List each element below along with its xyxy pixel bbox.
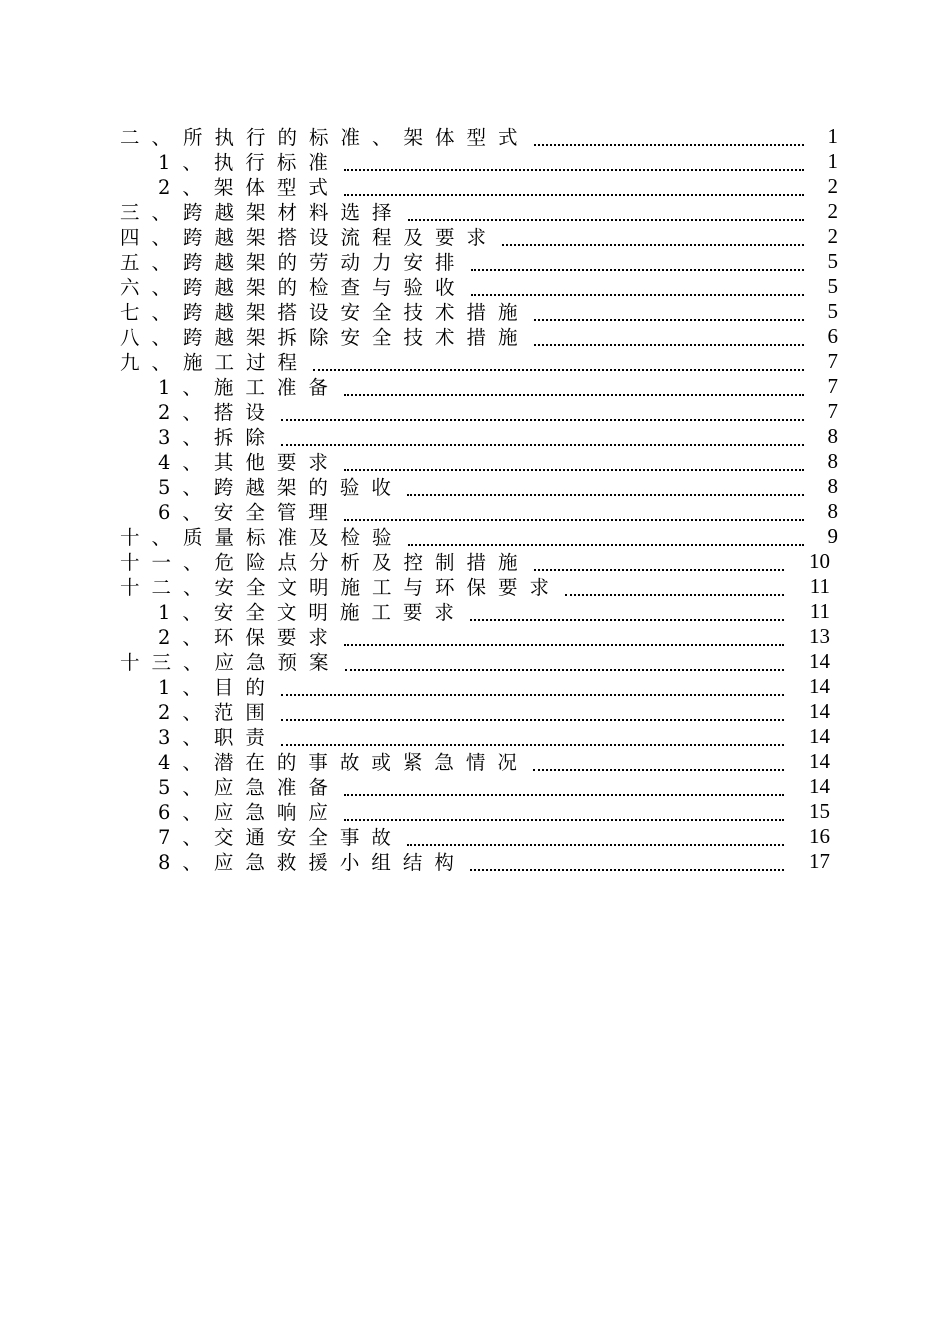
toc-leader <box>534 143 804 146</box>
toc-page-number: 14 <box>809 749 830 773</box>
toc-entry <box>120 299 808 324</box>
toc-entry <box>158 399 808 424</box>
toc-leader <box>534 343 804 346</box>
toc-label: 二、所执行的标准、架体型式 <box>120 126 530 149</box>
toc-leader <box>407 493 804 496</box>
toc-leader <box>344 393 804 396</box>
toc-page-number: 7 <box>827 374 838 398</box>
toc-entry <box>120 124 808 149</box>
toc-leader <box>470 868 784 871</box>
toc-entry <box>120 324 808 349</box>
toc-label: 三、跨越架材料选择 <box>120 201 404 224</box>
toc-label: 四、跨越架搭设流程及要求 <box>120 226 499 249</box>
toc-label: 4、潜在的事故或紧急情况 <box>158 751 529 774</box>
toc-label: 十一、危险点分析及控制措施 <box>120 551 530 574</box>
toc-entry <box>158 449 808 474</box>
toc-page-number: 14 <box>809 724 830 748</box>
toc-leader <box>534 318 804 321</box>
toc-label: 九、施工过程 <box>120 351 310 374</box>
toc-page-number: 15 <box>809 799 830 823</box>
toc-entry <box>158 724 788 749</box>
toc-page-number: 5 <box>827 249 838 273</box>
toc-entry <box>158 749 788 774</box>
toc-label: 5、跨越架的验收 <box>158 476 403 499</box>
toc-label: 1、目的 <box>158 676 277 699</box>
toc-leader <box>408 218 804 221</box>
toc-leader <box>281 443 804 446</box>
toc-entry <box>158 699 788 724</box>
toc-page-number: 14 <box>809 699 830 723</box>
toc-page-number: 7 <box>827 399 838 423</box>
toc-page-number: 13 <box>809 624 830 648</box>
toc-leader <box>344 193 804 196</box>
toc-page-number: 8 <box>827 474 838 498</box>
toc-leader <box>565 593 784 596</box>
toc-leader <box>281 743 784 746</box>
toc-leader <box>344 818 784 821</box>
toc-page-number: 14 <box>809 674 830 698</box>
toc-entry <box>158 824 788 849</box>
toc-label: 2、环保要求 <box>158 626 340 649</box>
toc-page-number: 14 <box>809 649 830 673</box>
toc-page-number: 1 <box>827 124 838 148</box>
toc-label: 1、安全文明施工要求 <box>158 601 466 624</box>
toc-entry <box>120 249 808 274</box>
toc-entry <box>158 174 808 199</box>
toc-label: 七、跨越架搭设安全技术措施 <box>120 301 530 324</box>
toc-entry <box>158 149 808 174</box>
toc-page-number: 8 <box>827 424 838 448</box>
toc-label: 3、职责 <box>158 726 277 749</box>
toc-label: 5、应急准备 <box>158 776 340 799</box>
toc-leader <box>281 718 784 721</box>
toc-entry <box>158 774 788 799</box>
toc-page-number: 2 <box>827 199 838 223</box>
toc-entry <box>158 374 808 399</box>
toc-entry <box>120 549 788 574</box>
toc-page-number: 14 <box>809 774 830 798</box>
toc-entry <box>120 349 808 374</box>
toc-page-number: 5 <box>827 274 838 298</box>
toc-label: 6、应急响应 <box>158 801 340 824</box>
toc-page-number: 2 <box>827 224 838 248</box>
toc-page-number: 2 <box>827 174 838 198</box>
toc-leader <box>470 618 784 621</box>
toc-page-number: 1 <box>827 149 838 173</box>
toc-page-number: 16 <box>809 824 830 848</box>
toc-label: 十三、应急预案 <box>120 651 341 674</box>
toc-leader <box>313 368 804 371</box>
toc-entry <box>120 574 788 599</box>
toc-page-number: 17 <box>809 849 830 873</box>
toc-label: 十二、安全文明施工与环保要求 <box>120 576 562 599</box>
toc-page-number: 11 <box>809 599 830 623</box>
toc-label: 十、质量标准及检验 <box>120 526 404 549</box>
toc-page-number: 5 <box>827 299 838 323</box>
toc-leader <box>534 568 784 571</box>
toc-page-number: 8 <box>827 499 838 523</box>
toc-label: 6、安全管理 <box>158 501 340 524</box>
toc-leader <box>471 293 804 296</box>
toc-page-number: 6 <box>827 324 838 348</box>
toc-leader <box>344 518 804 521</box>
toc-entry <box>120 224 808 249</box>
toc-entry <box>158 474 808 499</box>
toc-leader <box>344 468 804 471</box>
toc-leader <box>407 843 784 846</box>
toc-entry <box>158 799 788 824</box>
toc-label: 1、执行标准 <box>158 151 340 174</box>
toc-entry <box>120 649 788 674</box>
toc-label: 8、应急救援小组结构 <box>158 851 466 874</box>
toc-label: 2、范围 <box>158 701 277 724</box>
toc-entry <box>158 424 808 449</box>
toc-page-number: 8 <box>827 449 838 473</box>
toc-leader <box>345 668 784 671</box>
toc-entry <box>158 499 808 524</box>
toc-leader <box>471 268 804 271</box>
toc-leader <box>344 168 804 171</box>
toc-entry <box>158 624 788 649</box>
toc-page-number: 7 <box>827 349 838 373</box>
toc-entry <box>120 274 808 299</box>
toc-leader <box>344 793 784 796</box>
toc-page-number: 10 <box>809 549 830 573</box>
toc-entry <box>120 199 808 224</box>
toc-label: 八、跨越架拆除安全技术措施 <box>120 326 530 349</box>
toc-leader <box>502 243 804 246</box>
toc-label: 2、架体型式 <box>158 176 340 199</box>
toc-leader <box>281 418 804 421</box>
toc-label: 1、施工准备 <box>158 376 340 399</box>
toc-entry <box>158 599 788 624</box>
toc-leader <box>344 643 784 646</box>
toc-entry <box>158 849 788 874</box>
toc-label: 六、跨越架的检查与验收 <box>120 276 467 299</box>
toc-page-number: 11 <box>809 574 830 598</box>
toc-leader <box>408 543 804 546</box>
toc-page-number: 9 <box>827 524 838 548</box>
toc-leader <box>533 768 784 771</box>
toc-label: 7、交通安全事故 <box>158 826 403 849</box>
toc-entry <box>158 674 788 699</box>
toc-label: 4、其他要求 <box>158 451 340 474</box>
toc-entry <box>120 524 808 549</box>
toc-leader <box>281 693 784 696</box>
toc-label: 五、跨越架的劳动力安排 <box>120 251 467 274</box>
toc-label: 3、拆除 <box>158 426 277 449</box>
toc-label: 2、搭设 <box>158 401 277 424</box>
